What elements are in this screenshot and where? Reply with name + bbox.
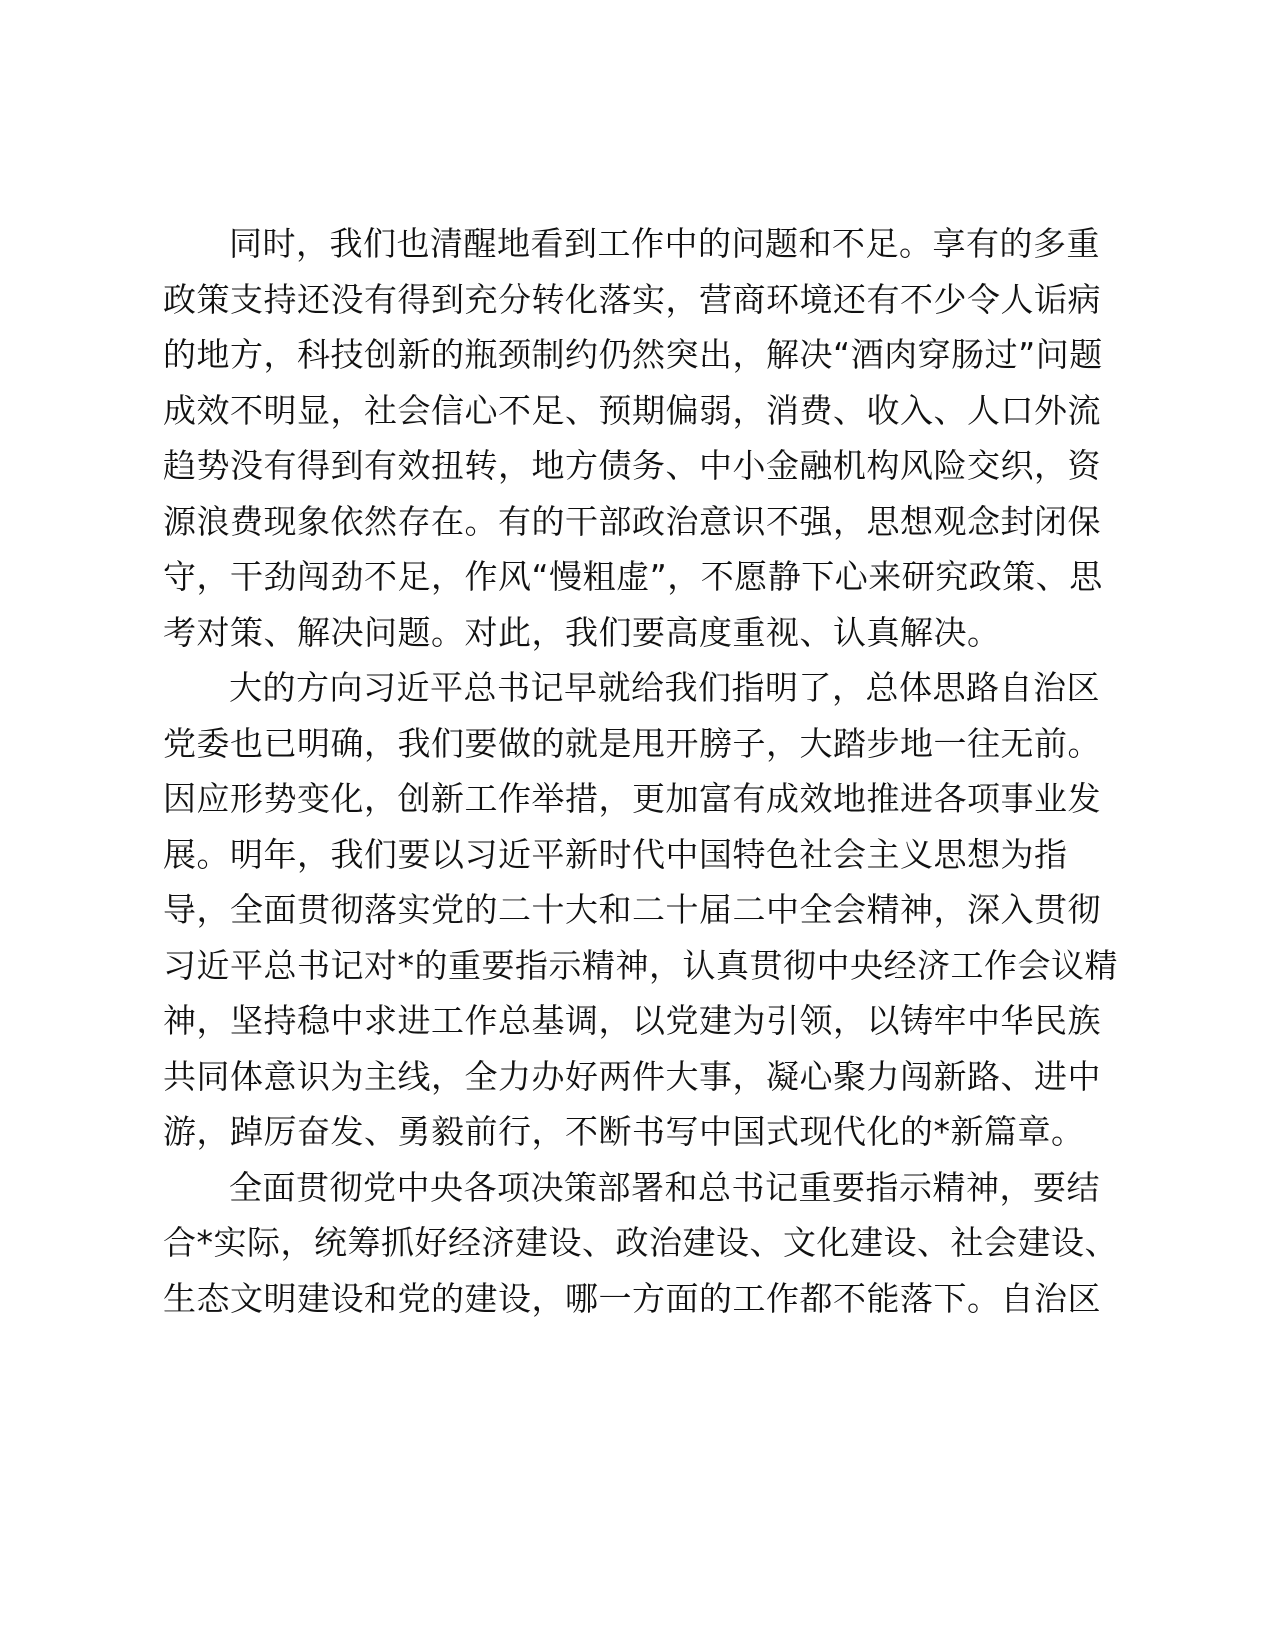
text-line: 因应形势变化，创新工作举措，更加富有成效地推进各项事业发: [163, 779, 1101, 818]
text-line: 考对策、解决问题。对此，我们要高度重视、认真解决。: [163, 612, 1001, 652]
text-line: 政策支持还没有得到充分转化落实，营商环境还有不少令人诟病: [163, 279, 1101, 319]
text-line: 导，全面贯彻落实党的二十大和二十届二中全会精神，深入贯彻: [163, 890, 1101, 929]
text-line: 游，踔厉奋发、勇毅前行，不断书写中国式现代化的*新篇章。: [163, 1112, 1085, 1151]
text-line: 合*实际，统筹抓好经济建设、政治建设、文化建设、社会建设、: [163, 1223, 1118, 1262]
text-line: 源浪费现象依然存在。有的干部政治意识不强，思想观念封闭保: [163, 501, 1101, 541]
text-line: 展。明年，我们要以习近平新时代中国特色社会主义思想为指: [163, 834, 1068, 874]
text-line: 全面贯彻党中央各项决策部署和总书记重要指示精神，要结: [229, 1167, 1100, 1207]
paragraph-1: [163, 216, 1103, 660]
text-line: 生态文明建设和党的建设，哪一方面的工作都不能落下。自治区: [163, 1278, 1101, 1318]
text-line: 成效不明显，社会信心不足、预期偏弱，消费、收入、人口外流: [163, 390, 1101, 430]
body-text: [163, 216, 1118, 1326]
text-line: 党委也已明确，我们要做的就是甩开膀子，大踏步地一往无前。: [163, 723, 1101, 763]
text-line: 习近平总书记对*的重要指示精神，认真贯彻中央经济工作会议精: [163, 945, 1118, 985]
text-line: 大的方向习近平总书记早就给我们指明了，总体思路自治区: [229, 668, 1100, 707]
text-line: 守，干劲闯劲不足，作风“慢粗虚”，不愿静下心来研究政策、思: [163, 557, 1103, 596]
text-line: 神，坚持稳中求进工作总基调，以党建为引领，以铸牢中华民族: [163, 1001, 1101, 1040]
paragraph-3: [163, 1160, 1118, 1327]
text-line: 同时，我们也清醒地看到工作中的问题和不足。享有的多重: [229, 224, 1100, 263]
text-line: 共同体意识为主线，全力办好两件大事，凝心聚力闯新路、进中: [163, 1056, 1101, 1096]
text-line: 的地方，科技创新的瓶颈制约仍然突出，解决“酒肉穿肠过”问题: [163, 335, 1103, 374]
paragraph-2: [163, 660, 1118, 1160]
text-line: 趋势没有得到有效扭转，地方债务、中小金融机构风险交织，资: [163, 446, 1101, 485]
